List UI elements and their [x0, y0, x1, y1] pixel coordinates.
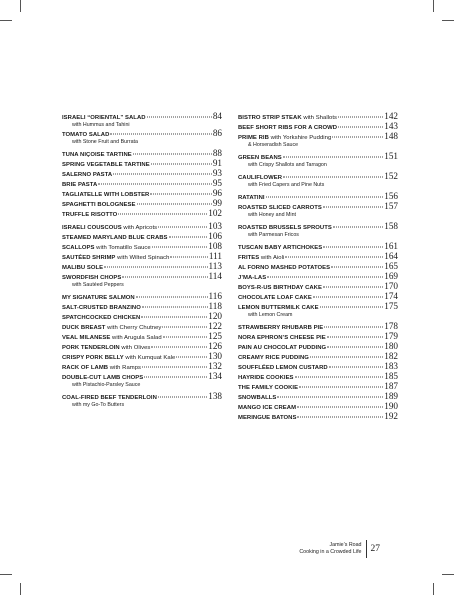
page-number: 126 [208, 341, 222, 351]
toc-entry[interactable] [238, 282, 398, 292]
page-number: 157 [384, 201, 398, 211]
dot-leader [338, 127, 383, 128]
toc-entry[interactable] [238, 222, 398, 239]
toc-entry[interactable] [238, 382, 398, 392]
dot-leader [283, 177, 383, 178]
recipe-subtitle: with Honey and Mint [248, 212, 296, 218]
toc-entry[interactable] [238, 372, 398, 382]
recipe-title-detail: with Apricots [121, 225, 158, 231]
toc-entry[interactable] [62, 372, 222, 389]
toc-entry[interactable] [62, 209, 222, 219]
recipe-title: TOMATO SALAD [62, 132, 110, 138]
page-number: 116 [208, 291, 222, 301]
recipe-subtitle: with Hummus and Tahini [72, 122, 130, 128]
dot-leader [297, 407, 383, 408]
toc-entry[interactable] [238, 332, 398, 342]
dot-leader [151, 347, 207, 348]
dot-leader [332, 137, 383, 138]
toc-entry[interactable] [238, 262, 398, 272]
crop-mark [442, 574, 454, 575]
recipe-subtitle: with Fried Capers and Pine Nuts [248, 182, 325, 188]
page-number: 185 [384, 371, 398, 381]
page-number: 130 [208, 351, 222, 361]
toc-entry[interactable] [238, 342, 398, 352]
recipe-title: MY SIGNATURE SALMON [62, 295, 135, 301]
footer-page-number: 27 [370, 544, 380, 554]
page-number: 118 [208, 301, 222, 311]
recipe-title: SALT-CRUSTED BRANZINO [62, 305, 141, 311]
toc-entry[interactable] [238, 412, 398, 422]
dot-leader [176, 357, 207, 358]
recipe-title: COAL-FIRED BEEF TENDERLOIN [62, 395, 157, 401]
toc-entry[interactable] [62, 302, 222, 312]
footer-book-title [299, 542, 365, 556]
toc-entry[interactable] [238, 292, 398, 302]
recipe-title: GREEN BEANS [238, 155, 282, 161]
recipe-title: SOUFFLÉED LEMON CUSTARD [238, 365, 328, 371]
dot-leader [98, 184, 212, 185]
dot-leader [150, 194, 211, 195]
page-number: 158 [384, 221, 398, 231]
toc-entry[interactable] [62, 272, 222, 289]
recipe-title-detail: with Cherry Chutney [105, 325, 162, 331]
toc-entry[interactable] [238, 112, 398, 122]
dot-leader [295, 377, 384, 378]
recipe-title: BOYS-R-US BIRTHDAY CAKE [238, 285, 322, 291]
page-number: 180 [384, 341, 398, 351]
recipe-title: ROASTED BRUSSELS SPROUTS [238, 225, 332, 231]
page-number: 189 [384, 391, 398, 401]
toc-entry[interactable] [62, 332, 222, 342]
recipe-title: STEAMED MARYLAND BLUE CRABS [62, 235, 168, 241]
recipe-title: SNOWBALLS [238, 395, 277, 401]
toc-entry[interactable] [62, 149, 222, 159]
page-number: 95 [212, 178, 222, 188]
page-number: 143 [384, 121, 398, 131]
page-number: 132 [208, 361, 222, 371]
dot-leader [170, 257, 207, 258]
recipe-title-detail: with Aioli [259, 255, 285, 261]
recipe-subtitle: & Horseradish Sauce [248, 142, 299, 148]
dot-leader [158, 227, 207, 228]
toc-entry[interactable] [238, 202, 398, 219]
recipe-title: CRISPY PORK BELLY with Kumquat Kale [62, 355, 176, 361]
toc-entry[interactable] [62, 352, 222, 362]
dot-leader [142, 307, 208, 308]
recipe-subtitle: with my Go-To Butters [72, 402, 125, 408]
dot-leader [147, 117, 212, 118]
page-number: 114 [208, 271, 222, 281]
toc-right-column [238, 112, 398, 422]
dot-leader [169, 237, 208, 238]
page-number: 175 [384, 301, 398, 311]
toc-entry[interactable] [62, 392, 222, 409]
crop-mark [442, 20, 454, 21]
page-number: 138 [208, 391, 222, 401]
dot-leader [283, 157, 383, 158]
recipe-subtitle: with Sautéed Peppers [72, 282, 124, 288]
page-number: 91 [212, 158, 222, 168]
toc-entry[interactable] [62, 362, 222, 372]
recipe-title: SPRING VEGETABLE TARTINE [62, 162, 150, 168]
recipe-title: AL FORNO MASHED POTATOES [238, 265, 331, 271]
toc-entry[interactable] [238, 252, 398, 262]
recipe-title: FRITES with Aioli [238, 255, 285, 261]
recipe-title: SALERNO PASTA [62, 172, 113, 178]
page-number: 106 [208, 231, 222, 241]
dot-leader [142, 367, 207, 368]
recipe-title: PORK TENDERLOIN with Olives [62, 345, 151, 351]
recipe-title-detail: with Arugula Salad [110, 335, 162, 341]
dot-leader [163, 337, 208, 338]
dot-leader [162, 327, 207, 328]
page-number: 183 [384, 361, 398, 371]
toc-entry[interactable] [62, 169, 222, 179]
toc-entry[interactable] [238, 192, 398, 202]
page-number: 165 [384, 261, 398, 271]
recipe-title: CHOCOLATE LOAF CAKE [238, 295, 312, 301]
page-number: 156 [384, 191, 398, 201]
page-number: 161 [384, 241, 398, 251]
toc-entry[interactable] [62, 189, 222, 199]
recipe-title: PRIME RIB with Yorkshire Pudding [238, 135, 332, 141]
page-number: 151 [384, 151, 398, 161]
crop-mark [0, 20, 12, 21]
toc-entry[interactable] [62, 312, 222, 322]
dot-leader [310, 357, 383, 358]
page-number: 113 [208, 261, 222, 271]
page-number: 96 [212, 188, 222, 198]
dot-leader [141, 317, 207, 318]
toc-entry[interactable] [238, 152, 398, 169]
dot-leader [122, 277, 207, 278]
crop-mark [0, 574, 12, 575]
dot-leader [104, 267, 207, 268]
dot-leader [152, 247, 207, 248]
toc-entry[interactable] [62, 129, 222, 146]
recipe-title: SCALLOPS with Tomatillo Sauce [62, 245, 151, 251]
dot-leader [323, 247, 383, 248]
toc-entry[interactable] [238, 302, 398, 319]
dot-leader [324, 327, 383, 328]
toc-entry[interactable] [238, 122, 398, 132]
toc-entry[interactable] [238, 362, 398, 372]
recipe-title: DUCK BREAST with Cherry Chutney [62, 325, 162, 331]
recipe-subtitle: with Pistachio-Parsley Sauce [72, 382, 141, 388]
toc-entry[interactable] [238, 272, 398, 282]
toc-entry[interactable] [62, 179, 222, 189]
dot-leader [144, 377, 207, 378]
page-number: 103 [208, 221, 222, 231]
crop-mark [20, 583, 21, 595]
page-number: 99 [212, 198, 222, 208]
page-number: 174 [384, 291, 398, 301]
recipe-title: NORA EPHRON’S CHEESE PIE [238, 335, 326, 341]
page-number: 93 [212, 168, 222, 178]
page-number: 182 [384, 351, 398, 361]
dot-leader [299, 387, 383, 388]
page-number: 170 [384, 281, 398, 291]
dot-leader [277, 397, 383, 398]
page-number: 102 [208, 208, 222, 218]
page-number: 120 [208, 311, 222, 321]
toc-entry[interactable] [62, 222, 222, 232]
recipe-title: TRUFFLE RISOTTO [62, 212, 118, 218]
dot-leader [113, 174, 212, 175]
recipe-title: DOUBLE-CUT LAMB CHOPS [62, 375, 144, 381]
page-number: 111 [208, 251, 222, 261]
recipe-title: LEMON BUTTERMILK CAKE [238, 305, 319, 311]
crop-mark [433, 583, 434, 595]
recipe-title-detail: with Shallots [301, 115, 338, 121]
dot-leader [323, 287, 383, 288]
dot-leader [338, 117, 383, 118]
recipe-title: ISRAELI “ORIENTAL” SALAD [62, 115, 146, 121]
page-footer [299, 540, 380, 558]
dot-leader [118, 214, 207, 215]
page-number: 187 [384, 381, 398, 391]
recipe-title-detail: with Yorkshire Pudding [268, 135, 332, 141]
recipe-title: TUSCAN BABY ARTICHOKES [238, 245, 323, 251]
page-number: 134 [208, 371, 222, 381]
recipe-title: TUNA NIÇOISE TARTINE [62, 152, 132, 158]
recipe-title: HAYRIDE COOKIES [238, 375, 294, 381]
recipe-title: BISTRO STRIP STEAK with Shallots [238, 115, 338, 121]
dot-leader [327, 337, 383, 338]
recipe-title-detail: with Kumquat Kale [123, 355, 176, 361]
dot-leader [151, 164, 212, 165]
recipe-title: J’MA-LAS [238, 275, 267, 281]
toc-entry[interactable] [238, 172, 398, 189]
recipe-title: MALIBU SOLE [62, 265, 104, 271]
page-number: 164 [384, 251, 398, 261]
toc-entry[interactable] [62, 252, 222, 262]
recipe-title: MANGO ICE CREAM [238, 405, 297, 411]
toc-entry[interactable] [62, 262, 222, 272]
page-number: 108 [208, 241, 222, 251]
recipe-title: VEAL MILANESE with Arugula Salad [62, 335, 162, 341]
page-number: 125 [208, 331, 222, 341]
recipe-title: SAUTÉED SHRIMP with Wilted Spinach [62, 255, 170, 261]
recipe-subtitle: with Parmesan Fricos [248, 232, 299, 238]
toc-entry[interactable] [62, 232, 222, 242]
crop-mark [433, 0, 434, 12]
page-number: 179 [384, 331, 398, 341]
page-number: 86 [212, 128, 222, 138]
toc-entry[interactable] [62, 292, 222, 302]
recipe-title: SPAGHETTI BOLOGNESE [62, 202, 136, 208]
dot-leader [320, 307, 384, 308]
dot-leader [331, 267, 383, 268]
dot-leader [323, 207, 383, 208]
page-number: 148 [384, 131, 398, 141]
footer-line-2: Cooking in a Crowded Life [299, 549, 362, 555]
recipe-title: BEEF SHORT RIBS FOR A CROWD [238, 125, 338, 131]
dot-leader [266, 197, 384, 198]
recipe-title: MERINGUE BATONS [238, 415, 297, 421]
dot-leader [158, 397, 207, 398]
toc-entry[interactable] [238, 402, 398, 412]
recipe-title: THE FAMILY COOKIE [238, 385, 299, 391]
dot-leader [133, 154, 212, 155]
dot-leader [267, 277, 383, 278]
dot-leader [327, 347, 383, 348]
recipe-title: BRIE PASTA [62, 182, 98, 188]
crop-mark [20, 0, 21, 12]
recipe-title: SWORDFISH CHOPS [62, 275, 122, 281]
dot-leader [333, 227, 383, 228]
dot-leader [329, 367, 383, 368]
toc-entry[interactable] [62, 242, 222, 252]
toc-entry[interactable] [238, 352, 398, 362]
page-number: 190 [384, 401, 398, 411]
dot-leader [136, 297, 208, 298]
toc-entry[interactable] [62, 159, 222, 169]
recipe-title: CREAMY RICE PUDDING [238, 355, 309, 361]
recipe-subtitle: with Stone Fruit and Burrata [72, 139, 138, 145]
footer-line-1: Jamie’s Road [329, 542, 362, 548]
recipe-title: TAGLIATELLE WITH LOBSTER [62, 192, 150, 198]
recipe-title-detail: with Tomatillo Sauce [94, 245, 151, 251]
recipe-title: PAIN AU CHOCOLAT PUDDING [238, 345, 327, 351]
recipe-subtitle: with Crispy Shallots and Tarragon [248, 162, 327, 168]
toc-entry[interactable] [62, 342, 222, 352]
page-number: 192 [384, 411, 398, 421]
toc-entry[interactable] [62, 322, 222, 332]
toc-entry[interactable] [62, 112, 222, 129]
recipe-title: SPATCHCOCKED CHICKEN [62, 315, 141, 321]
recipe-title-detail: with Ramps [108, 365, 142, 371]
toc-entry[interactable] [238, 322, 398, 332]
dot-leader [297, 417, 383, 418]
toc-left-column [62, 112, 222, 409]
toc-entry[interactable] [238, 242, 398, 252]
page-number: 169 [384, 271, 398, 281]
dot-leader [285, 257, 383, 258]
recipe-title: CAULIFLOWER [238, 175, 283, 181]
toc-entry[interactable] [238, 392, 398, 402]
page-number: 178 [384, 321, 398, 331]
page-number: 152 [384, 171, 398, 181]
recipe-title: ISRAELI COUSCOUS with Apricots [62, 225, 158, 231]
toc-entry[interactable] [62, 199, 222, 209]
toc-entry[interactable] [238, 132, 398, 149]
recipe-title: STRAWBERRY RHUBARB PIE [238, 325, 324, 331]
recipe-title-detail: with Olives [119, 345, 151, 351]
recipe-title: ROASTED SLICED CARROTS [238, 205, 322, 211]
page-number: 142 [384, 111, 398, 121]
dot-leader [137, 204, 212, 205]
page-number: 88 [212, 148, 222, 158]
page-number: 84 [212, 111, 222, 121]
recipe-subtitle: with Lemon Cream [248, 312, 293, 318]
dot-leader [313, 297, 383, 298]
recipe-title-detail: with Wilted Spinach [115, 255, 170, 261]
page-number: 122 [208, 321, 222, 331]
recipe-title: RATATINI [238, 195, 265, 201]
dot-leader [110, 134, 211, 135]
recipe-title: RACK OF LAMB with Ramps [62, 365, 142, 371]
